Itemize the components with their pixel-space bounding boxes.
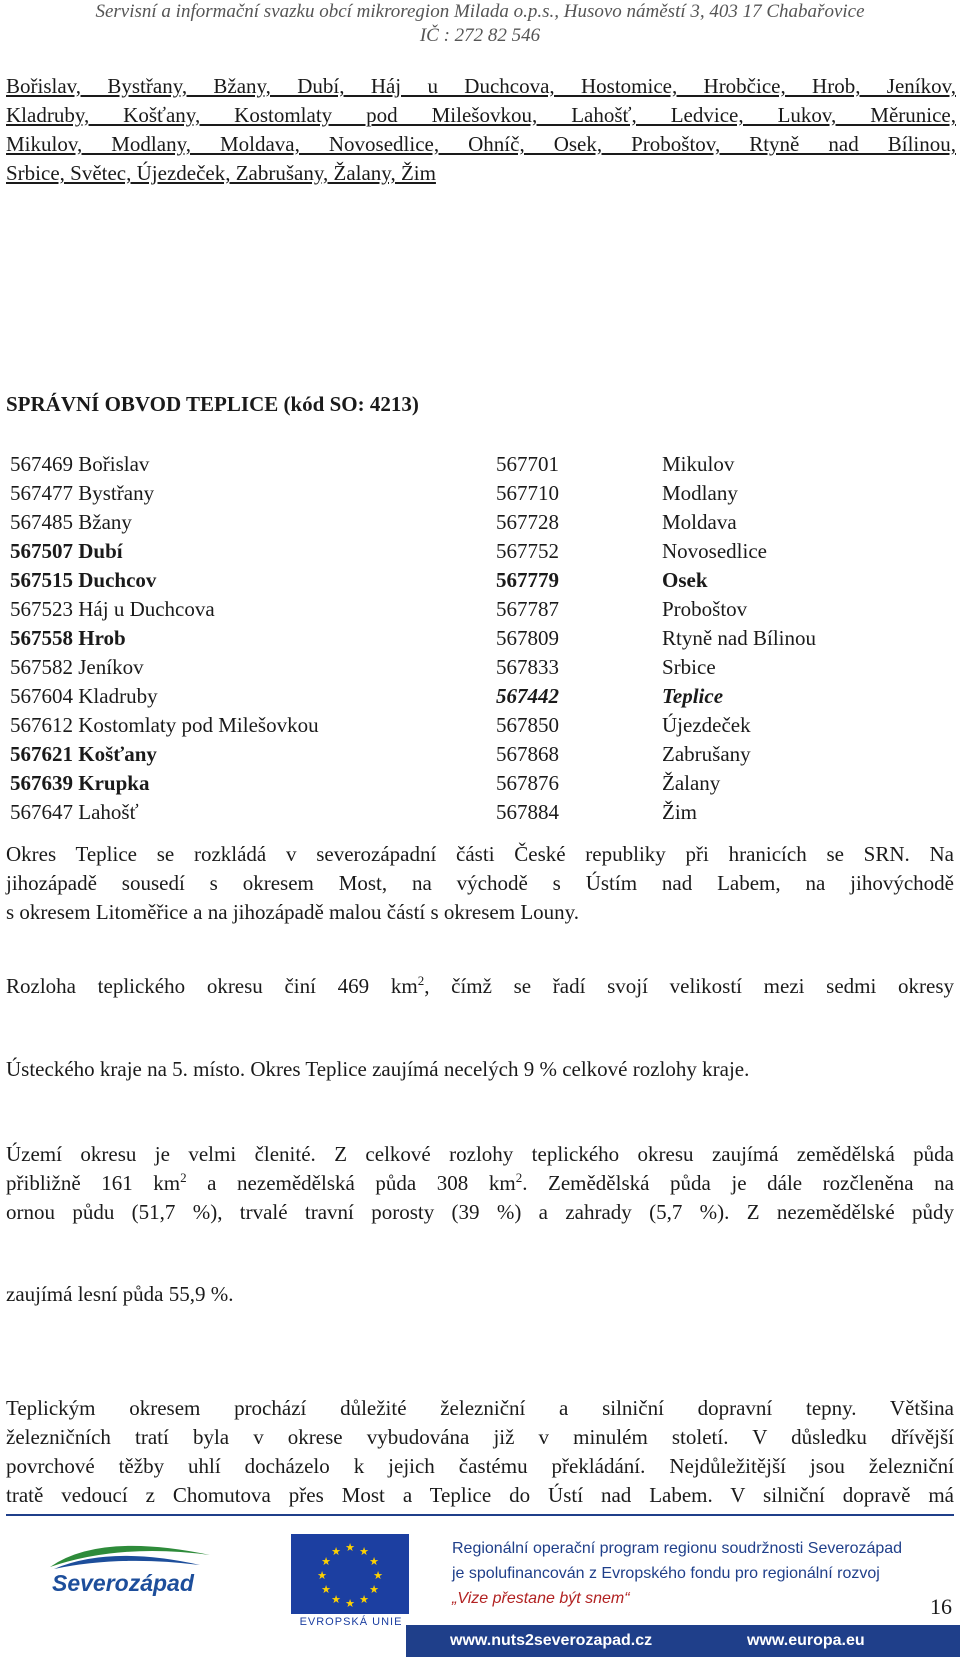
- municipality-code-right: 567779: [496, 568, 559, 592]
- municipality-name-right: Novosedlice: [662, 539, 767, 563]
- rop-line: je spolufinancován z Evropského fondu pro regionální rozvoj: [452, 1565, 880, 1582]
- svg-text:★: ★: [369, 1583, 379, 1596]
- municipality-entry-left: 567647 Lahošť: [10, 800, 139, 824]
- land-text-a: přibližně 161 km: [6, 1171, 181, 1195]
- code-table-row: [10, 798, 950, 827]
- code-table-row: [10, 479, 950, 508]
- svg-text:★: ★: [359, 1593, 369, 1606]
- municipality-entry-left: 567621 Košťany: [10, 742, 157, 766]
- paragraph-location: [6, 840, 954, 927]
- paragraph-line: tratě vedoucí z Chomutova přes Most a Teplice do Ústí nad Labem. V silniční dopravě má: [6, 1483, 954, 1507]
- paragraph-line: s okresem Litoměřice a na jihozápadě malou částí s okresem Louny.: [6, 900, 580, 924]
- municipality-code-right: 567850: [496, 713, 559, 737]
- paragraph-line: [6, 972, 954, 1001]
- municipality-entry-left: 567604 Kladruby: [10, 684, 158, 708]
- code-table-row: [10, 624, 950, 653]
- municipality-code-right: 567728: [496, 510, 559, 534]
- svg-text:★: ★: [321, 1583, 331, 1596]
- municipality-code-right: 567884: [496, 800, 559, 824]
- rop-slogan: „Vize přestane být snem“: [452, 1590, 630, 1607]
- paragraph-forest: [6, 1280, 954, 1309]
- municipality-code-right: 567701: [496, 452, 559, 476]
- paragraph-line: zaujímá lesní půda 55,9 %.: [6, 1282, 234, 1306]
- municipality-entry-left: 567507 Dubí: [10, 539, 123, 563]
- code-table-row: [10, 595, 950, 624]
- code-table-row: [10, 450, 950, 479]
- municipality-name-right: Moldava: [662, 510, 737, 534]
- land-text-b: a nezemědělská půda 308 km: [186, 1171, 516, 1195]
- land-text-c: . Zemědělská půda je dále rozčleněna na: [522, 1171, 954, 1195]
- rop-statement: [452, 1536, 902, 1611]
- municipality-name-right: Osek: [662, 568, 708, 592]
- paragraph-line: Okres Teplice se rozkládá v severozápadní části České republiky při hranicích se SRN. Na: [6, 842, 954, 866]
- paragraph-line: jihozápadě sousedí s okresem Most, na východě s Ústím nad Labem, na jihovýchodě: [6, 871, 954, 895]
- rop-line: Regionální operační program regionu soudržnosti Severozápad: [452, 1540, 903, 1557]
- municipality-list: [6, 72, 956, 188]
- code-table-row: [10, 711, 950, 740]
- superscript: 2: [515, 1170, 523, 1185]
- footer-link-europa[interactable]: www.europa.eu: [747, 1632, 865, 1649]
- svg-text:★: ★: [369, 1555, 379, 1568]
- svg-text:★: ★: [331, 1593, 341, 1606]
- code-table-row: [10, 653, 950, 682]
- paragraph-line: [6, 1169, 954, 1198]
- paragraph-line: Ústeckého kraje na 5. místo. Okres Teplice zaujímá necelých 9 % celkové rozlohy kraje.: [6, 1057, 750, 1081]
- code-table-row: [10, 769, 950, 798]
- footer-link-nuts2[interactable]: www.nuts2severozapad.cz: [450, 1632, 653, 1649]
- svg-text:★: ★: [359, 1545, 369, 1558]
- paragraph-transport: [6, 1394, 954, 1510]
- svg-text:★: ★: [373, 1569, 383, 1582]
- municipality-entry-left: 567485 Bžany: [10, 510, 132, 534]
- section-title: SPRÁVNÍ OBVOD TEPLICE (kód SO: 4213): [6, 392, 419, 416]
- logo-text: Severozápad: [52, 1570, 194, 1596]
- code-table-row: [10, 508, 950, 537]
- paragraph-line: povrchové těžby uhlí docházelo k jejich častému překládání. Nejdůležitější jsou železniční: [6, 1454, 954, 1478]
- municipality-name-right: Srbice: [662, 655, 716, 679]
- paragraph-land-use: [6, 1140, 954, 1227]
- municipality-code-right: 567710: [496, 481, 559, 505]
- code-table-row: [10, 566, 950, 595]
- superscript: 2: [417, 973, 425, 988]
- page-number: 16: [930, 1594, 952, 1619]
- municipality-entry-left: 567582 Jeníkov: [10, 655, 144, 679]
- eu-label: EVROPSKÁ UNIE: [299, 1616, 403, 1628]
- code-table-row: [10, 740, 950, 769]
- svg-text:★: ★: [331, 1545, 341, 1558]
- svg-text:★: ★: [321, 1555, 331, 1568]
- municipality-entry-left: 567469 Bořislav: [10, 452, 150, 476]
- municipality-line[interactable]: Kladruby, Košťany, Kostomlaty pod Milešovkou, Lahošť, Ledvice, Lukov, Měrunice,: [6, 103, 956, 127]
- superscript: 2: [180, 1170, 187, 1185]
- municipality-entry-left: 567612 Kostomlaty pod Milešovkou: [10, 713, 319, 737]
- municipality-code-right: 567833: [496, 655, 559, 679]
- eu-flag-icon: [291, 1534, 409, 1614]
- municipality-entry-left: 567523 Háj u Duchcova: [10, 597, 215, 621]
- header-organization: Servisní a informační svazku obcí mikroregion Milada o.p.s., Husovo náměstí 3, 403 17 Chabařovice: [95, 1, 865, 22]
- area-text-a: Rozloha teplického okresu činí 469 km: [6, 974, 418, 998]
- municipality-name-right: Modlany: [662, 481, 738, 505]
- footer-divider: [6, 1514, 954, 1516]
- municipality-name-right: Žim: [662, 800, 697, 824]
- municipality-entry-left: 567639 Krupka: [10, 771, 150, 795]
- svg-text:★: ★: [345, 1597, 355, 1610]
- municipality-line[interactable]: Mikulov, Modlany, Moldava, Novosedlice, Ohníč, Osek, Proboštov, Rtyně nad Bílinou,: [6, 132, 956, 156]
- paragraph-line: Teplickým okresem prochází důležité železniční a silniční dopravní tepny. Většina: [6, 1396, 954, 1420]
- municipality-code-right: 567868: [496, 742, 559, 766]
- municipality-name-right: Újezdeček: [662, 713, 751, 737]
- municipality-name-right: Zabrušany: [662, 742, 751, 766]
- municipality-name-right: Rtyně nad Bílinou: [662, 626, 816, 650]
- municipality-code-right: 567809: [496, 626, 559, 650]
- municipality-name-right: Proboštov: [662, 597, 748, 621]
- paragraph-line: železničních tratí byla v okrese vybudována již v minulém století. V důsledku dřívější: [6, 1425, 954, 1449]
- municipality-name-right: Teplice: [662, 684, 724, 708]
- svg-text:★: ★: [317, 1569, 327, 1582]
- municipality-line[interactable]: Srbice, Světec, Újezdeček, Zabrušany, Žalany, Žim: [6, 161, 436, 185]
- municipality-name-right: Žalany: [662, 771, 721, 795]
- code-table-row: [10, 537, 950, 566]
- municipality-code-right: 567787: [496, 597, 559, 621]
- paragraph-rank: [6, 1055, 954, 1084]
- municipality-code-right: 567752: [496, 539, 559, 563]
- municipality-entry-left: 567558 Hrob: [10, 626, 126, 650]
- municipality-line[interactable]: Bořislav, Bystřany, Bžany, Dubí, Háj u Duchcova, Hostomice, Hrobčice, Hrob, Jeníkov,: [6, 74, 956, 98]
- municipality-entry-left: 567477 Bystřany: [10, 481, 155, 505]
- paragraph-line: Území okresu je velmi členité. Z celkové rozlohy teplického okresu zaujímá zemědělská půda: [6, 1142, 954, 1166]
- svg-text:★: ★: [345, 1541, 355, 1554]
- area-text-b: , čímž se řadí svojí velikostí mezi sedmi okresy: [424, 974, 954, 998]
- municipality-code-right: 567442: [496, 684, 559, 708]
- municipality-entry-left: 567515 Duchcov: [10, 568, 157, 592]
- paragraph-line: ornou půdu (51,7 %), trvalé travní porosty (39 %) a zahrady (5,7 %). Z nezemědělské půdy: [6, 1200, 954, 1224]
- municipality-name-right: Mikulov: [662, 452, 735, 476]
- paragraph-area: [6, 972, 954, 1001]
- code-table-row: [10, 682, 950, 711]
- municipality-code-right: 567876: [496, 771, 559, 795]
- municipality-code-table: [10, 450, 950, 827]
- header-ico: IČ : 272 82 546: [419, 25, 541, 46]
